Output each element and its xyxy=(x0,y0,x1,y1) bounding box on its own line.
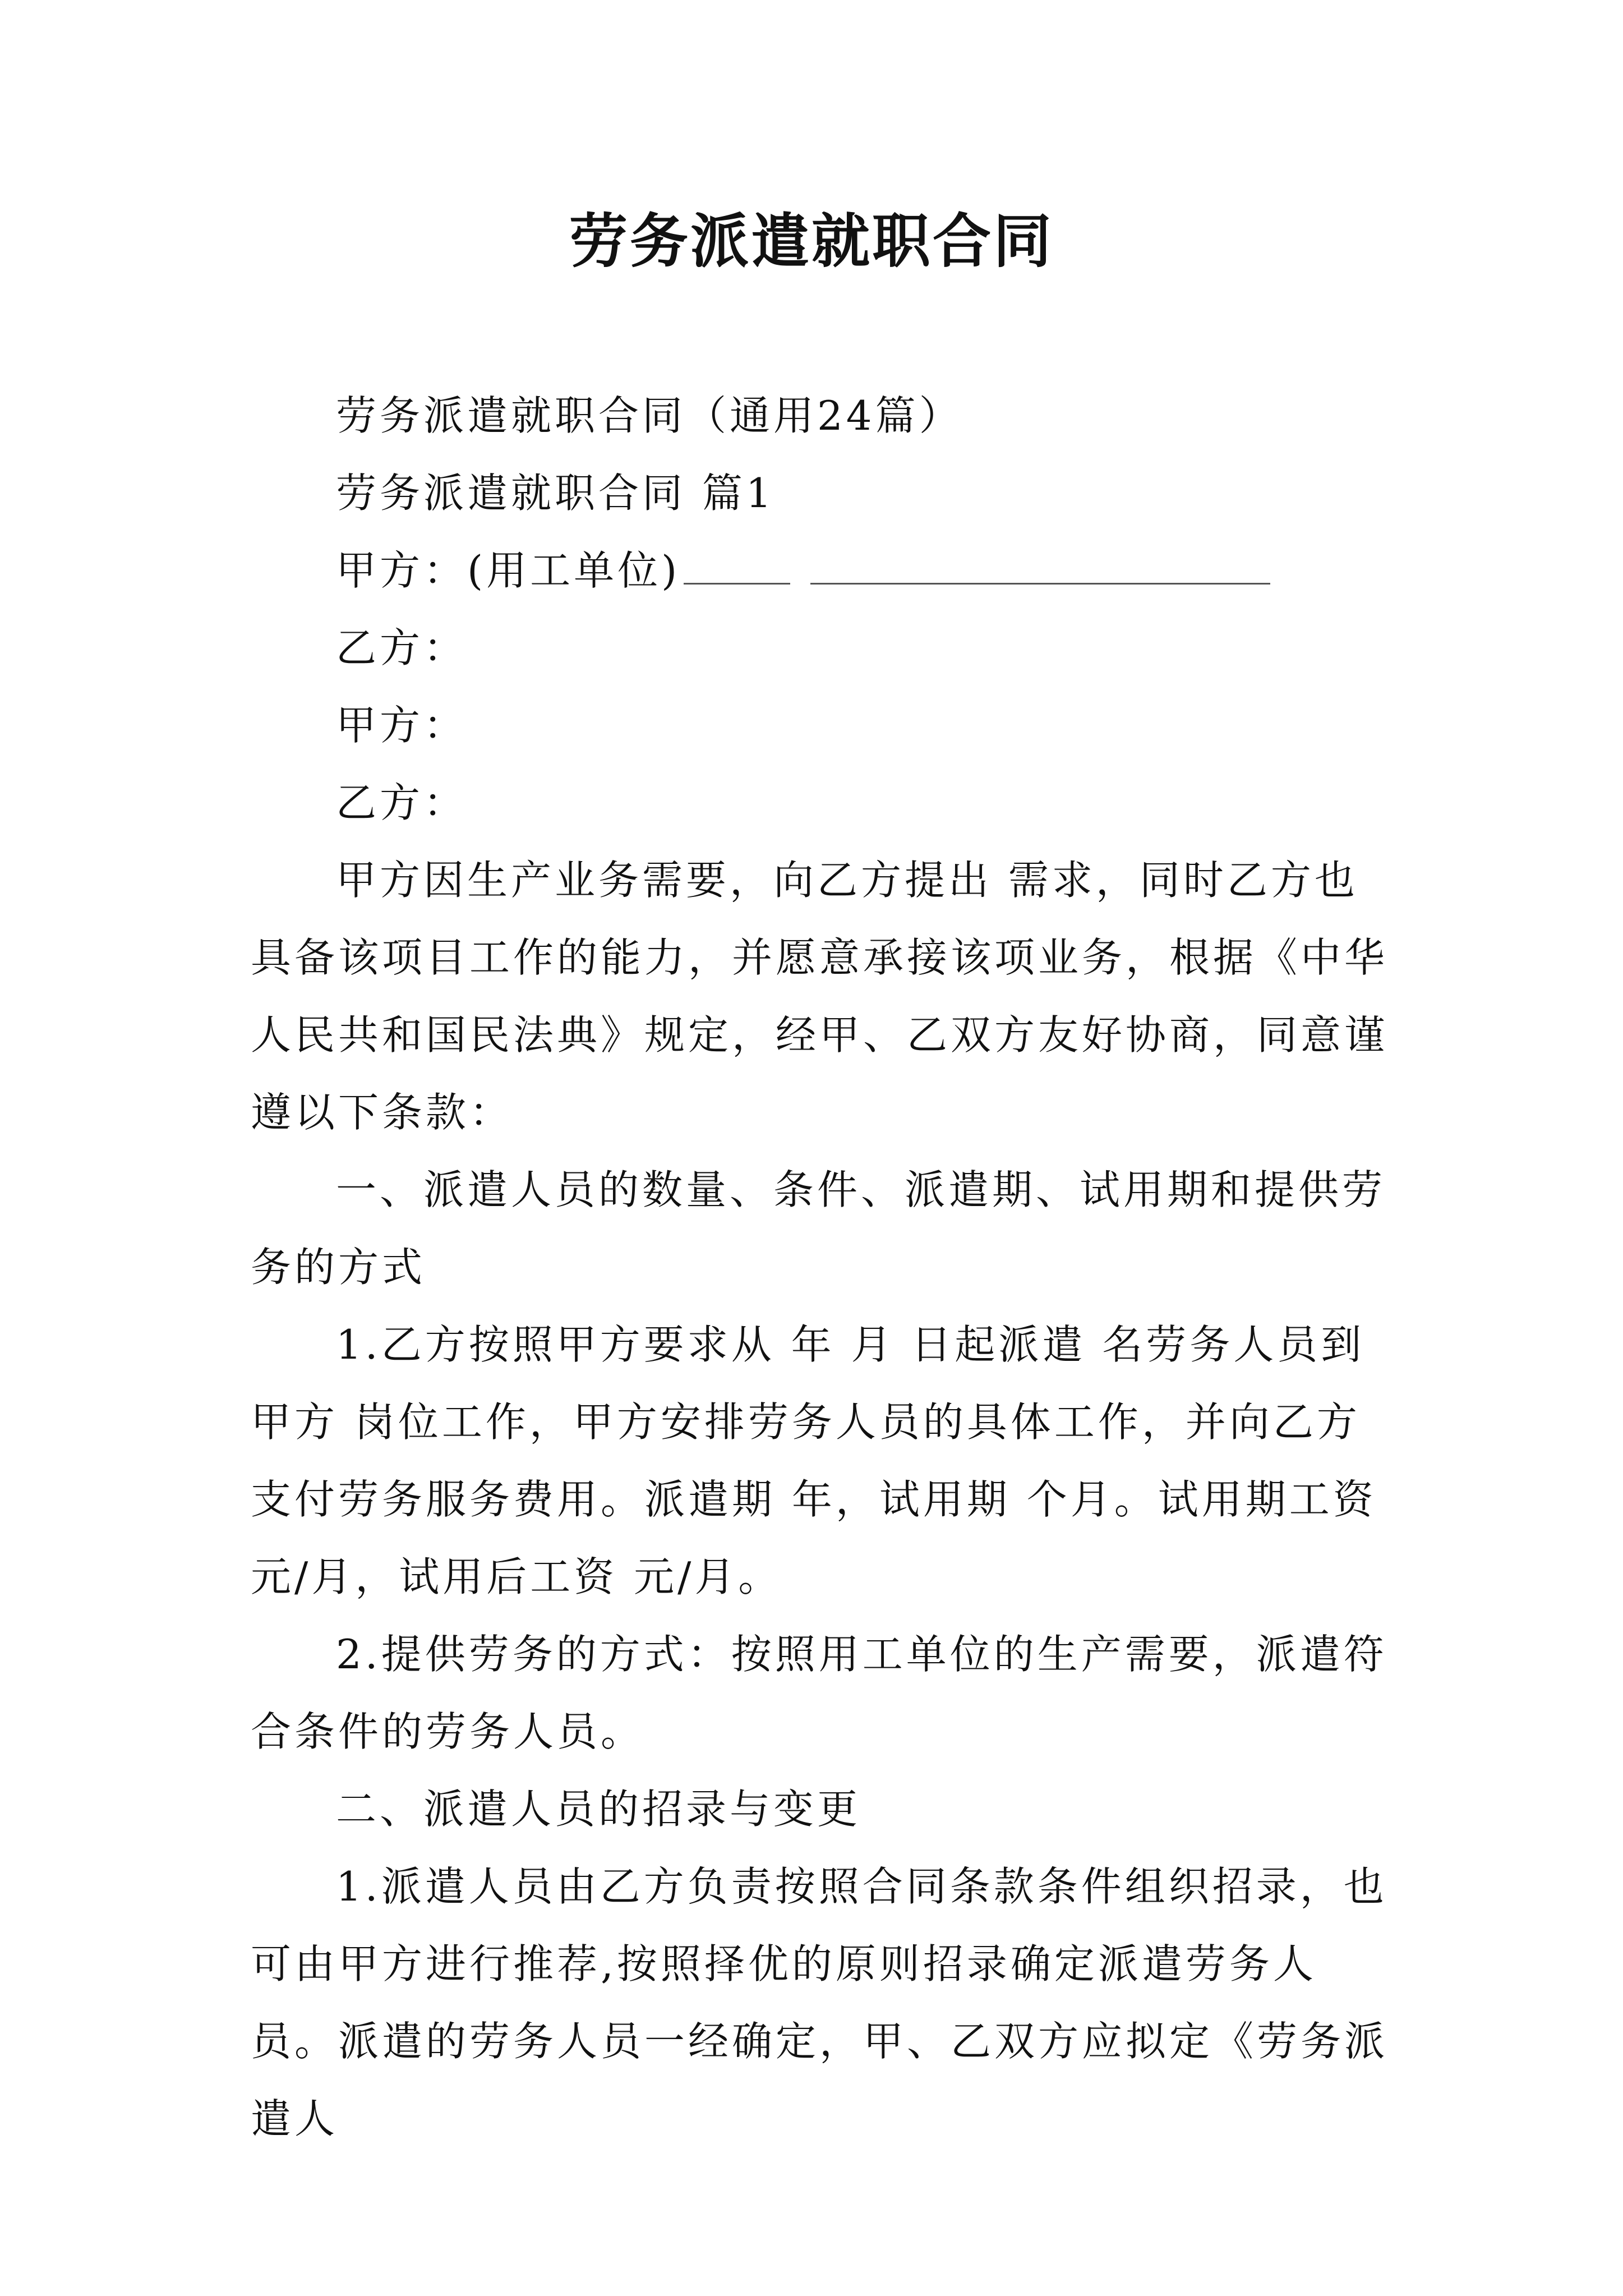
document-body xyxy=(251,377,1395,2157)
party-a-unit-blank-long xyxy=(810,544,1270,585)
party-a-unit-blank-short xyxy=(684,544,790,585)
paragraph-clause-1-item-2: 2.提供劳务的方式：按照用工单位的生产需要，派遣符合条件的劳务人员。 xyxy=(251,1631,1387,1755)
section-heading: 劳务派遣就职合同 篇1 xyxy=(336,470,775,517)
party-b-label-2: 乙方： xyxy=(336,779,468,826)
party-a-label-2: 甲方： xyxy=(336,702,468,749)
paragraph-clause-1-heading: 一、派遣人员的数量、条件、派遣期、试用期和提供劳务的方式 xyxy=(251,1166,1386,1291)
paragraph-clause-2-heading: 二、派遣人员的招录与变更 xyxy=(336,1786,861,1833)
party-a-unit-line xyxy=(251,532,1395,609)
document-subtitle: 劳务派遣就职合同（通用24篇） xyxy=(336,392,963,439)
paragraph-clause-2-item-1: 1.派遣人员由乙方负责按照合同条款条件组织招录，也可由甲方进行推荐,按照择优的原则招录确定派遣劳务人员。派遣的劳务人员一经确定，甲、乙双方应拟定《劳务派遣人 xyxy=(251,1863,1389,2142)
document-title: 劳务派遣就职合同 xyxy=(569,206,1054,275)
party-b-label-1: 乙方： xyxy=(336,624,468,671)
paragraph-clause-1-item-1: 1.乙方按照甲方要求从 年 月 日起派遣 名劳务人员到甲方 岗位工作，甲方安排劳务人员的具体工作，并向乙方支付劳务服务费用。派遣期 年，试用期 个月。试用期工资 元/月，试用后工资 元/月。 xyxy=(251,1321,1377,1600)
paragraph-intro: 甲方因生产业务需要，向乙方提出 需求，同时乙方也具备该项目工作的能力，并愿意承接该项业务，根据《中华人民共和国民法典》规定，经甲、乙双方友好协商，同意谨遵以下条款： xyxy=(251,857,1389,1136)
party-a-unit-label: 甲方：(用工单位) xyxy=(336,547,681,594)
